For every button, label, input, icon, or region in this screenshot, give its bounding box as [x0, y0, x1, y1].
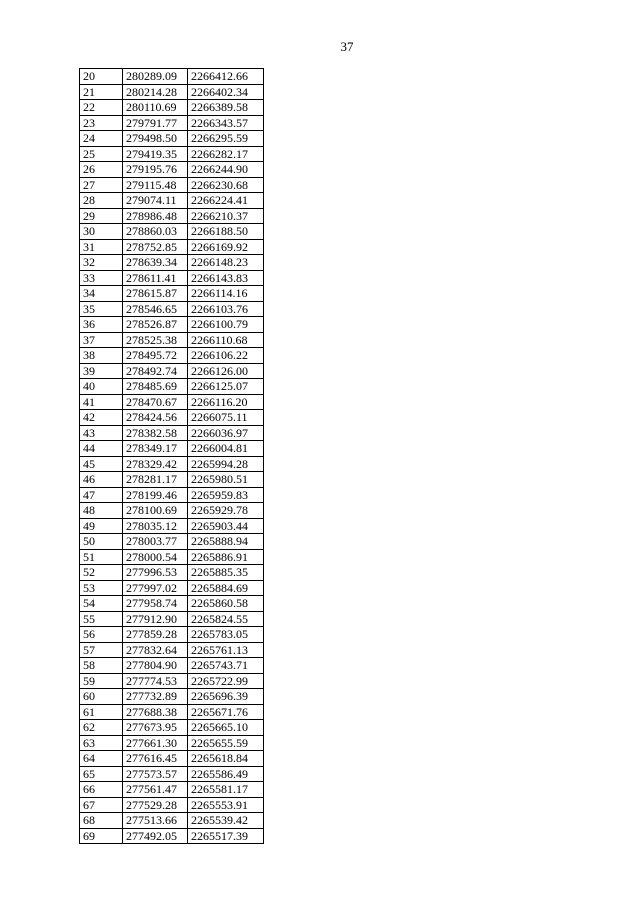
y-coordinate-cell: 2265824.55 [188, 611, 264, 627]
table-row [80, 363, 264, 379]
table-row [80, 813, 264, 829]
point-number-cell: 69 [80, 828, 123, 844]
y-coordinate-cell: 2265761.13 [188, 642, 264, 658]
point-number-cell: 47 [80, 487, 123, 503]
y-coordinate-cell: 2266143.83 [188, 270, 264, 286]
y-coordinate-cell: 2265783.05 [188, 627, 264, 643]
x-coordinate-cell: 279195.76 [123, 162, 188, 178]
point-number-cell: 25 [80, 146, 123, 162]
table-row [80, 472, 264, 488]
x-coordinate-cell: 278986.48 [123, 208, 188, 224]
table-row [80, 735, 264, 751]
y-coordinate-cell: 2266295.59 [188, 131, 264, 147]
y-coordinate-cell: 2265743.71 [188, 658, 264, 674]
table-row [80, 518, 264, 534]
x-coordinate-cell: 279074.11 [123, 193, 188, 209]
table-row [80, 689, 264, 705]
y-coordinate-cell: 2266188.50 [188, 224, 264, 240]
table-row [80, 193, 264, 209]
y-coordinate-cell: 2265665.10 [188, 720, 264, 736]
y-coordinate-cell: 2265886.91 [188, 549, 264, 565]
point-number-cell: 32 [80, 255, 123, 271]
x-coordinate-cell: 278611.41 [123, 270, 188, 286]
y-coordinate-cell: 2265696.39 [188, 689, 264, 705]
point-number-cell: 20 [80, 69, 123, 85]
table-row [80, 348, 264, 364]
x-coordinate-cell: 278382.58 [123, 425, 188, 441]
y-coordinate-cell: 2266148.23 [188, 255, 264, 271]
point-number-cell: 48 [80, 503, 123, 519]
x-coordinate-cell: 278000.54 [123, 549, 188, 565]
table-row [80, 611, 264, 627]
x-coordinate-cell: 280289.09 [123, 69, 188, 85]
y-coordinate-cell: 2265581.17 [188, 782, 264, 798]
x-coordinate-cell: 277661.30 [123, 735, 188, 751]
y-coordinate-cell: 2266389.58 [188, 100, 264, 116]
x-coordinate-cell: 278003.77 [123, 534, 188, 550]
table-row [80, 720, 264, 736]
y-coordinate-cell: 2265539.42 [188, 813, 264, 829]
y-coordinate-cell: 2266036.97 [188, 425, 264, 441]
point-number-cell: 45 [80, 456, 123, 472]
table-row [80, 658, 264, 674]
y-coordinate-cell: 2266230.68 [188, 177, 264, 193]
y-coordinate-cell: 2266106.22 [188, 348, 264, 364]
point-number-cell: 50 [80, 534, 123, 550]
x-coordinate-cell: 278349.17 [123, 441, 188, 457]
point-number-cell: 67 [80, 797, 123, 813]
point-number-cell: 66 [80, 782, 123, 798]
y-coordinate-cell: 2265994.28 [188, 456, 264, 472]
x-coordinate-cell: 278281.17 [123, 472, 188, 488]
point-number-cell: 43 [80, 425, 123, 441]
y-coordinate-cell: 2266100.79 [188, 317, 264, 333]
table-row [80, 286, 264, 302]
point-number-cell: 60 [80, 689, 123, 705]
y-coordinate-cell: 2265586.49 [188, 766, 264, 782]
y-coordinate-cell: 2265722.99 [188, 673, 264, 689]
table-row [80, 782, 264, 798]
point-number-cell: 23 [80, 115, 123, 131]
y-coordinate-cell: 2265903.44 [188, 518, 264, 534]
y-coordinate-cell: 2266116.20 [188, 394, 264, 410]
point-number-cell: 52 [80, 565, 123, 581]
point-number-cell: 29 [80, 208, 123, 224]
point-number-cell: 31 [80, 239, 123, 255]
y-coordinate-cell: 2266244.90 [188, 162, 264, 178]
table-row [80, 115, 264, 131]
table-row [80, 379, 264, 395]
x-coordinate-cell: 277673.95 [123, 720, 188, 736]
x-coordinate-cell: 277513.66 [123, 813, 188, 829]
x-coordinate-cell: 278546.65 [123, 301, 188, 317]
y-coordinate-cell: 2265671.76 [188, 704, 264, 720]
point-number-cell: 35 [80, 301, 123, 317]
point-number-cell: 42 [80, 410, 123, 426]
point-number-cell: 41 [80, 394, 123, 410]
table-row [80, 162, 264, 178]
y-coordinate-cell: 2266402.34 [188, 84, 264, 100]
table-row [80, 131, 264, 147]
y-coordinate-cell: 2265860.58 [188, 596, 264, 612]
point-number-cell: 37 [80, 332, 123, 348]
x-coordinate-cell: 277912.90 [123, 611, 188, 627]
point-number-cell: 55 [80, 611, 123, 627]
table-row [80, 301, 264, 317]
y-coordinate-cell: 2266114.16 [188, 286, 264, 302]
x-coordinate-cell: 277688.38 [123, 704, 188, 720]
y-coordinate-cell: 2266125.07 [188, 379, 264, 395]
table-row [80, 208, 264, 224]
x-coordinate-cell: 278492.74 [123, 363, 188, 379]
table-row [80, 255, 264, 271]
x-coordinate-cell: 277561.47 [123, 782, 188, 798]
y-coordinate-cell: 2265929.78 [188, 503, 264, 519]
point-number-cell: 61 [80, 704, 123, 720]
x-coordinate-cell: 278639.34 [123, 255, 188, 271]
point-number-cell: 64 [80, 751, 123, 767]
point-number-cell: 38 [80, 348, 123, 364]
page-number: 37 [340, 39, 354, 54]
x-coordinate-cell: 277492.05 [123, 828, 188, 844]
table-row [80, 456, 264, 472]
x-coordinate-cell: 278525.38 [123, 332, 188, 348]
point-number-cell: 56 [80, 627, 123, 643]
x-coordinate-cell: 278860.03 [123, 224, 188, 240]
coordinates-table [79, 68, 264, 844]
x-coordinate-cell: 278035.12 [123, 518, 188, 534]
x-coordinate-cell: 277996.53 [123, 565, 188, 581]
table-row [80, 751, 264, 767]
y-coordinate-cell: 2266282.17 [188, 146, 264, 162]
y-coordinate-cell: 2266004.81 [188, 441, 264, 457]
y-coordinate-cell: 2266224.41 [188, 193, 264, 209]
table-row [80, 549, 264, 565]
point-number-cell: 49 [80, 518, 123, 534]
x-coordinate-cell: 278485.69 [123, 379, 188, 395]
point-number-cell: 24 [80, 131, 123, 147]
y-coordinate-cell: 2266210.37 [188, 208, 264, 224]
point-number-cell: 39 [80, 363, 123, 379]
y-coordinate-cell: 2266110.68 [188, 332, 264, 348]
x-coordinate-cell: 277774.53 [123, 673, 188, 689]
table-row [80, 270, 264, 286]
point-number-cell: 65 [80, 766, 123, 782]
point-number-cell: 51 [80, 549, 123, 565]
x-coordinate-cell: 278615.87 [123, 286, 188, 302]
coordinates-table-body [80, 69, 264, 844]
table-row [80, 580, 264, 596]
table-row [80, 69, 264, 85]
point-number-cell: 54 [80, 596, 123, 612]
x-coordinate-cell: 279115.48 [123, 177, 188, 193]
y-coordinate-cell: 2265959.83 [188, 487, 264, 503]
point-number-cell: 59 [80, 673, 123, 689]
table-row [80, 627, 264, 643]
x-coordinate-cell: 278526.87 [123, 317, 188, 333]
table-row [80, 596, 264, 612]
x-coordinate-cell: 277804.90 [123, 658, 188, 674]
table-row [80, 704, 264, 720]
point-number-cell: 53 [80, 580, 123, 596]
y-coordinate-cell: 2265980.51 [188, 472, 264, 488]
point-number-cell: 44 [80, 441, 123, 457]
point-number-cell: 33 [80, 270, 123, 286]
point-number-cell: 57 [80, 642, 123, 658]
x-coordinate-cell: 277832.64 [123, 642, 188, 658]
table-row [80, 565, 264, 581]
table-row [80, 766, 264, 782]
point-number-cell: 58 [80, 658, 123, 674]
table-row [80, 317, 264, 333]
x-coordinate-cell: 277997.02 [123, 580, 188, 596]
x-coordinate-cell: 278752.85 [123, 239, 188, 255]
y-coordinate-cell: 2265885.35 [188, 565, 264, 581]
x-coordinate-cell: 277573.57 [123, 766, 188, 782]
table-row [80, 828, 264, 844]
x-coordinate-cell: 280214.28 [123, 84, 188, 100]
point-number-cell: 62 [80, 720, 123, 736]
x-coordinate-cell: 277859.28 [123, 627, 188, 643]
point-number-cell: 63 [80, 735, 123, 751]
x-coordinate-cell: 280110.69 [123, 100, 188, 116]
x-coordinate-cell: 279498.50 [123, 131, 188, 147]
table-row [80, 224, 264, 240]
table-row [80, 394, 264, 410]
point-number-cell: 68 [80, 813, 123, 829]
x-coordinate-cell: 278470.67 [123, 394, 188, 410]
y-coordinate-cell: 2265618.84 [188, 751, 264, 767]
table-row [80, 425, 264, 441]
y-coordinate-cell: 2266126.00 [188, 363, 264, 379]
y-coordinate-cell: 2265517.39 [188, 828, 264, 844]
table-row [80, 503, 264, 519]
x-coordinate-cell: 277529.28 [123, 797, 188, 813]
point-number-cell: 46 [80, 472, 123, 488]
x-coordinate-cell: 278424.56 [123, 410, 188, 426]
x-coordinate-cell: 279419.35 [123, 146, 188, 162]
table-row [80, 642, 264, 658]
x-coordinate-cell: 277958.74 [123, 596, 188, 612]
y-coordinate-cell: 2266169.92 [188, 239, 264, 255]
table-row [80, 332, 264, 348]
x-coordinate-cell: 278100.69 [123, 503, 188, 519]
table-row [80, 239, 264, 255]
table-row [80, 146, 264, 162]
y-coordinate-cell: 2265553.91 [188, 797, 264, 813]
table-row [80, 441, 264, 457]
point-number-cell: 40 [80, 379, 123, 395]
table-row [80, 673, 264, 689]
point-number-cell: 28 [80, 193, 123, 209]
table-row [80, 487, 264, 503]
x-coordinate-cell: 279791.77 [123, 115, 188, 131]
x-coordinate-cell: 278199.46 [123, 487, 188, 503]
point-number-cell: 26 [80, 162, 123, 178]
y-coordinate-cell: 2265884.69 [188, 580, 264, 596]
y-coordinate-cell: 2265655.59 [188, 735, 264, 751]
y-coordinate-cell: 2266075.11 [188, 410, 264, 426]
point-number-cell: 21 [80, 84, 123, 100]
table-row [80, 534, 264, 550]
x-coordinate-cell: 277732.89 [123, 689, 188, 705]
table-row [80, 100, 264, 116]
point-number-cell: 36 [80, 317, 123, 333]
y-coordinate-cell: 2265888.94 [188, 534, 264, 550]
x-coordinate-cell: 277616.45 [123, 751, 188, 767]
table-row [80, 797, 264, 813]
table-row [80, 177, 264, 193]
x-coordinate-cell: 278495.72 [123, 348, 188, 364]
y-coordinate-cell: 2266103.76 [188, 301, 264, 317]
table-row [80, 410, 264, 426]
y-coordinate-cell: 2266412.66 [188, 69, 264, 85]
point-number-cell: 30 [80, 224, 123, 240]
point-number-cell: 34 [80, 286, 123, 302]
x-coordinate-cell: 278329.42 [123, 456, 188, 472]
y-coordinate-cell: 2266343.57 [188, 115, 264, 131]
point-number-cell: 22 [80, 100, 123, 116]
table-row [80, 84, 264, 100]
point-number-cell: 27 [80, 177, 123, 193]
